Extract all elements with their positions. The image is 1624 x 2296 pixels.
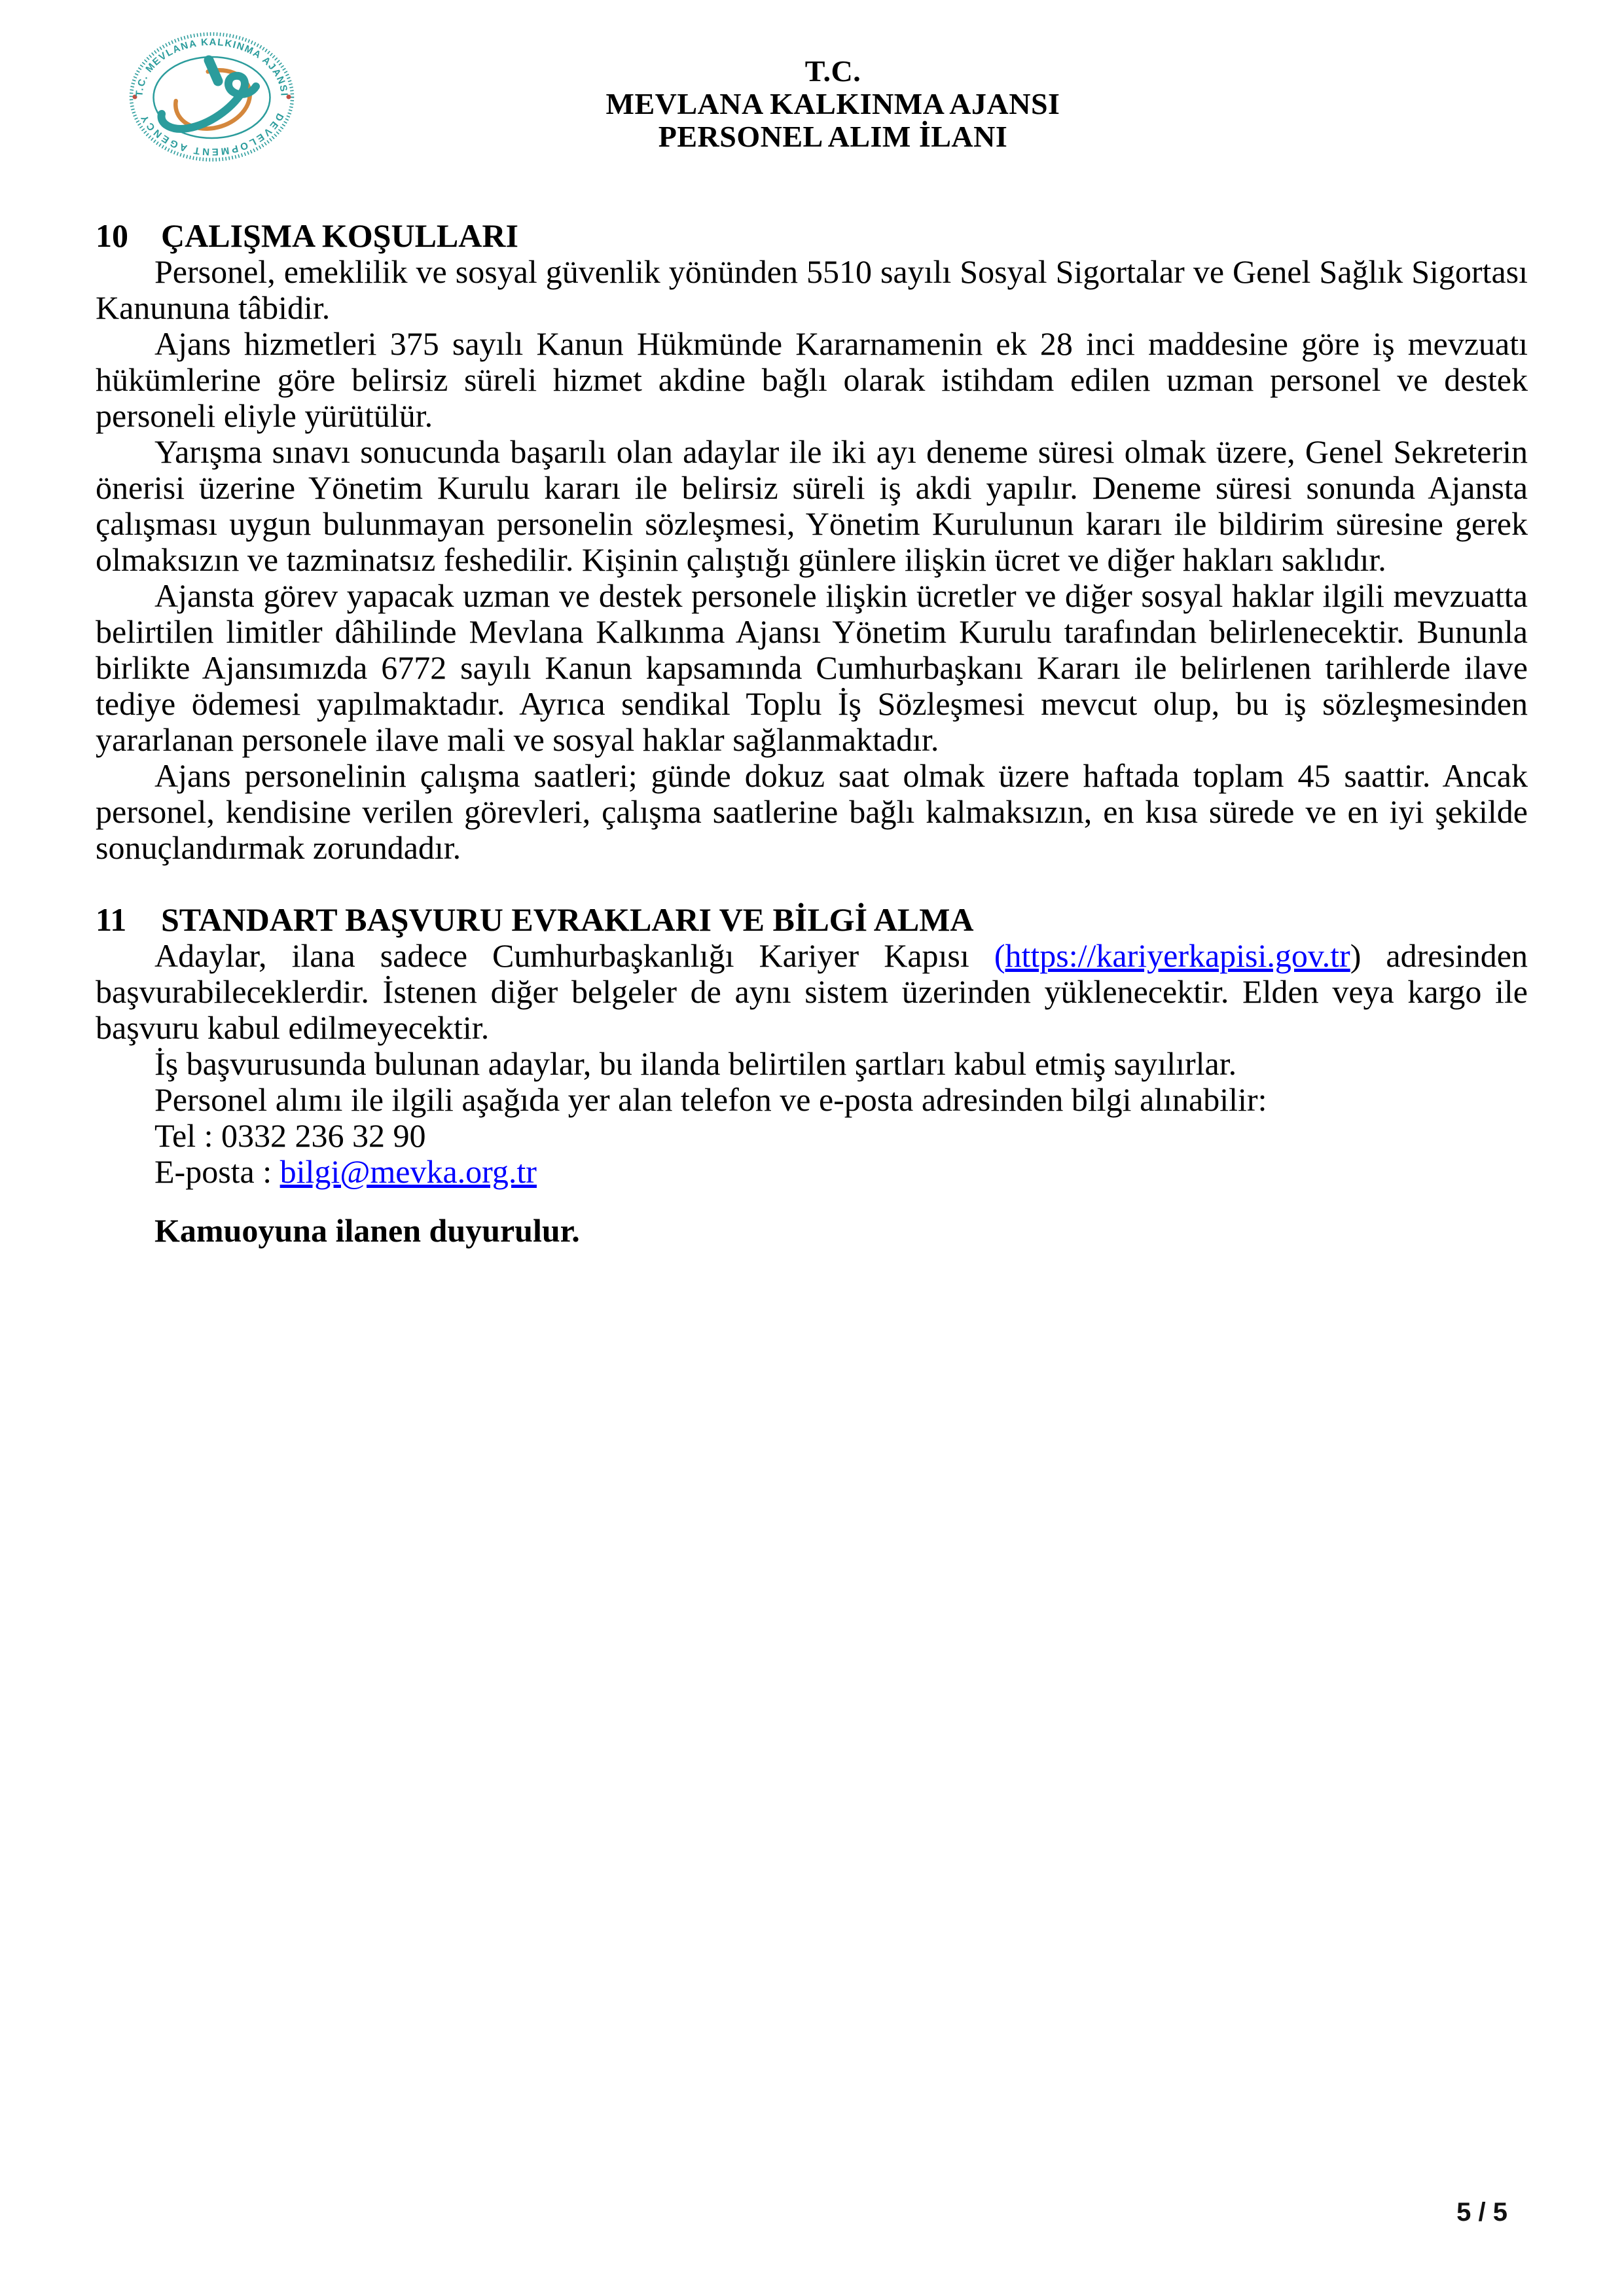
closing-statement: Kamuoyuna ilanen duyurulur.: [154, 1212, 580, 1249]
email-line: [96, 1154, 1528, 1190]
application-text-after: adresinden başvurabileceklerdir. İstenen diğer belgeler de aynı sistem üzerinden yüklenecektir. Elden veya kargo ile başvuru kabul edilmeyecektir.: [96, 937, 1528, 1046]
working-conditions-paragraph-3: Yarışma sınavı sonucunda başarılı olan adaylar ile iki ayı deneme süresi olmak üzere, Genel Sekreterin önerisi üzerine Yönetim Kurulu kararı ile belirsiz süreli iş akdi yapılır. Deneme süresi sonunda Ajansta çalışması uygun bulunmayan personelin sözleşmesi, Yönetim Kurulunun kararı ile bildirim süresine gerek olmaksızın ve tazminatsız feshedilir. Kişinin çalıştığı günlere ilişkin ücret ve diğer hakları saklıdır.: [96, 433, 1528, 578]
title-agency: MEVLANA KALKINMA AJANSI: [605, 87, 1060, 120]
section-11-title: STANDART BAŞVURU EVRAKLARI VE BİLGİ ALMA: [161, 901, 974, 938]
logo-arc-text-bottom: DEVELOPMENT AGENCY: [137, 111, 286, 158]
section-10-heading: [96, 218, 1528, 254]
telephone-line: Tel : 0332 236 32 90: [154, 1117, 426, 1154]
section-10-title: ÇALIŞMA KOŞULLARI: [161, 217, 518, 254]
close-paren: ): [1350, 937, 1362, 974]
section-11-number: 11: [96, 901, 127, 938]
email-link[interactable]: bilgi@mevka.org.tr: [280, 1153, 537, 1190]
open-paren: (: [994, 937, 1005, 974]
working-conditions-paragraph-2: Ajans hizmetleri 375 sayılı Kanun Hükmünde Kararnamenin ek 28 inci maddesine göre iş mevzuatı hükümlerine göre belirsiz süreli hizmet akdine bağlı olarak istihdam edilen uzman personel ve destek personeli eliyle yürütülür.: [96, 325, 1528, 434]
section-11-heading: [96, 902, 1528, 938]
document-body: [96, 218, 1528, 1249]
logo-arc-text-top: T.C. MEVLANA KALKINMA AJANSI: [134, 36, 290, 98]
page-number: 5 / 5: [1456, 2198, 1507, 2227]
info-line: Personel alımı ile ilgili aşağıda yer alan telefon ve e-posta adresinden bilgi alınabilir:: [154, 1081, 1267, 1118]
working-conditions-paragraph-5: Ajans personelinin çalışma saatleri; günde dokuz saat olmak üzere haftada toplam 45 saattir. Ancak personel, kendisine verilen görevleri, çalışma saatlerine bağlı kalmaksızın, en kısa sürede ve en iyi şekilde sonuçlandırmak zorundadır.: [96, 757, 1528, 866]
kariyer-kapisi-link[interactable]: https://kariyerkapisi.gov.tr: [1005, 937, 1350, 974]
document-title-block: [0, 55, 1624, 153]
working-conditions-paragraph-1: Personel, emeklilik ve sosyal güvenlik yönünden 5510 sayılı Sosyal Sigortalar ve Genel Sağlık Sigortası Kanununa tâbidir.: [96, 253, 1528, 326]
section-10-number: 10: [96, 217, 128, 254]
application-paragraph: [96, 938, 1528, 1046]
title-tc: T.C.: [804, 54, 861, 88]
email-label: E-posta :: [154, 1153, 280, 1190]
working-conditions-paragraph-4: Ajansta görev yapacak uzman ve destek personele ilişkin ücretler ve diğer sosyal haklar ilgili mevzuatta belirtilen limitler dâhilinde Mevlana Kalkınma Ajansı Yönetim Kurulu tarafından belirlenecektir. Bununla birlikte Ajansımızda 6772 sayılı Kanun kapsamında Cumhurbaşkanı Kararı ile belirlenen tarihlerde ilave tediye ödemesi yapılmaktadır. Ayrıca sendikal Toplu İş Sözleşmesi mevcut olup, bu iş sözleşmesinden yararlanan personele ilave mali ve sosyal haklar sağlanmaktadır.: [96, 577, 1528, 758]
title-announcement: PERSONEL ALIM İLANI: [658, 120, 1008, 153]
application-text-before: Adaylar, ilana sadece Cumhurbaşkanlığı Kariyer Kapısı: [154, 937, 994, 974]
acceptance-line: İş başvurusunda bulunan adaylar, bu ilanda belirtilen şartları kabul etmiş sayılırlar.: [154, 1045, 1237, 1082]
